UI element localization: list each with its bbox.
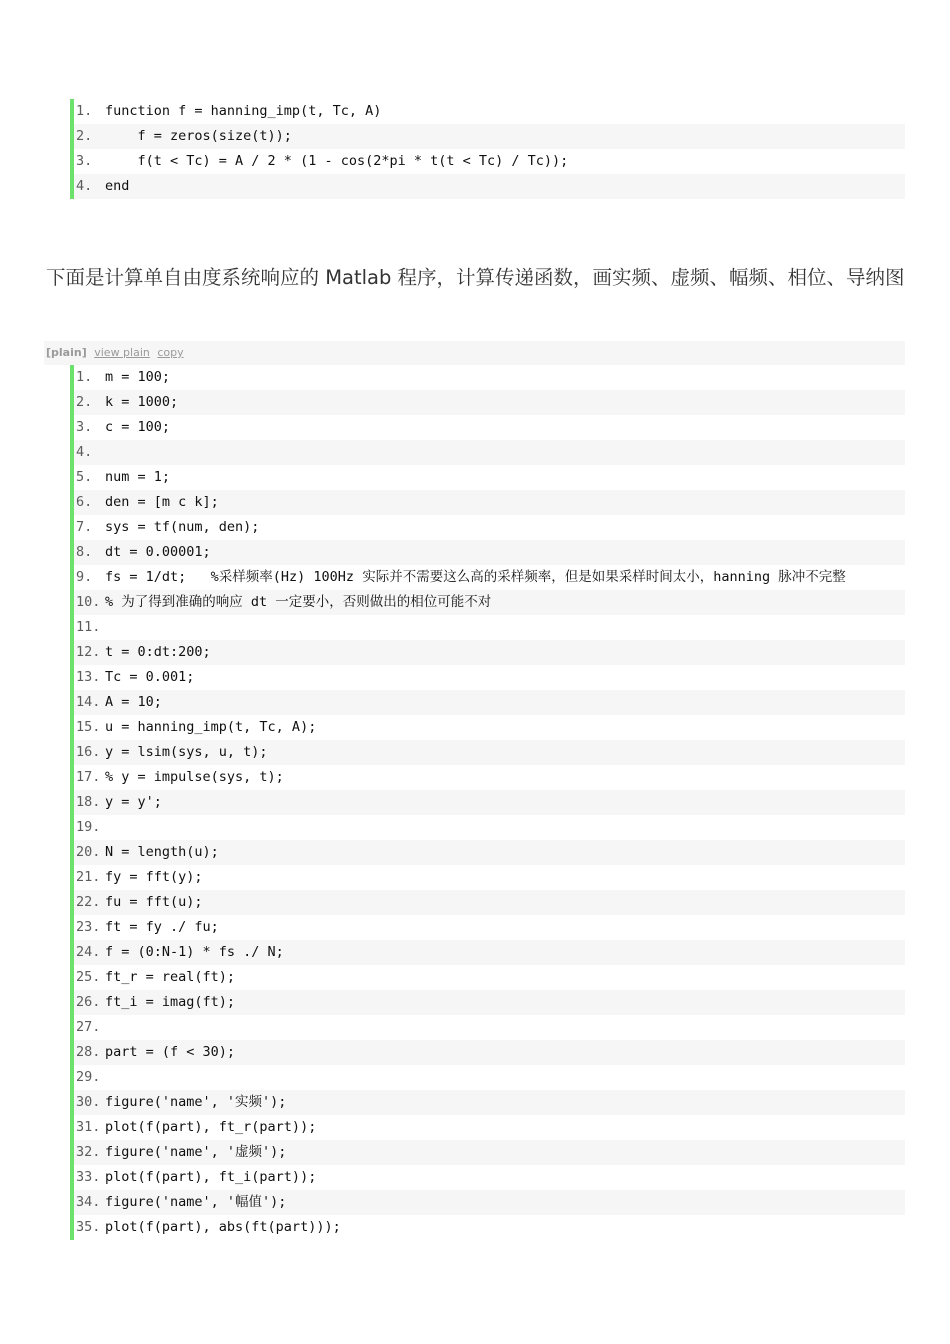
line-code: den = [m c k]; (105, 494, 219, 510)
line-number: 27. (76, 1019, 101, 1035)
code-line (74, 1090, 905, 1115)
line-code: num = 1; (105, 469, 171, 485)
code-line (74, 615, 905, 640)
code-line (74, 490, 905, 515)
line-code: figure('name', '虚频'); (105, 1144, 287, 1160)
matlab-program-code-block (70, 365, 905, 1240)
line-number: 29. (76, 1069, 101, 1085)
line-code: fy = fft(y); (105, 869, 203, 885)
code-line (74, 565, 905, 590)
line-code: f = zeros(size(t)); (105, 128, 292, 144)
line-code: N = length(u); (105, 844, 219, 860)
code-line (74, 1190, 905, 1215)
line-number: 7. (76, 519, 93, 535)
line-code: ft_i = imag(ft); (105, 994, 236, 1010)
code-line (74, 915, 905, 940)
line-number: 24. (76, 944, 101, 960)
code-line (74, 124, 905, 149)
code-line (74, 1115, 905, 1140)
line-code: fs = 1/dt; %采样频率(Hz) 100Hz 实际并不需要这么高的采样频率，但是如果采样时间太小，hanning 脉冲不完整 (105, 569, 846, 585)
line-code: plot(f(part), abs(ft(part))); (105, 1219, 341, 1235)
line-code: % y = impulse(sys, t); (105, 769, 284, 785)
line-code (105, 440, 905, 465)
line-code (105, 1015, 905, 1040)
view-plain-link[interactable]: view plain (94, 346, 150, 359)
code-line (74, 465, 905, 490)
line-number: 4. (76, 444, 93, 460)
line-number: 26. (76, 994, 101, 1010)
code-line (74, 715, 905, 740)
line-code: sys = tf(num, den); (105, 519, 260, 535)
line-number: 1. (76, 103, 93, 119)
line-number: 28. (76, 1044, 101, 1060)
line-number: 17. (76, 769, 101, 785)
line-code: A = 10; (105, 694, 162, 710)
line-code: part = (f < 30); (105, 1044, 236, 1060)
code-line (74, 365, 905, 390)
line-code: u = hanning_imp(t, Tc, A); (105, 719, 317, 735)
line-code: end (105, 178, 130, 194)
line-number: 21. (76, 869, 101, 885)
line-number: 8. (76, 544, 93, 560)
code-line (74, 690, 905, 715)
line-number: 14. (76, 694, 101, 710)
line-number: 30. (76, 1094, 101, 1110)
line-code: y = lsim(sys, u, t); (105, 744, 268, 760)
line-code: figure('name', '幅值'); (105, 1194, 287, 1210)
code-line (74, 890, 905, 915)
line-code: Tc = 0.001; (105, 669, 195, 685)
code-line (74, 515, 905, 540)
code-line (74, 540, 905, 565)
line-number: 33. (76, 1169, 101, 1185)
line-number: 12. (76, 644, 101, 660)
line-number: 2. (76, 128, 93, 144)
line-code: f = (0:N-1) * fs ./ N; (105, 944, 284, 960)
line-code: t = 0:dt:200; (105, 644, 211, 660)
line-number: 2. (76, 394, 93, 410)
line-number: 10. (76, 594, 101, 610)
code-line (74, 765, 905, 790)
code-line (74, 990, 905, 1015)
code-line (74, 740, 905, 765)
code-line (74, 99, 905, 124)
code-line (74, 590, 905, 615)
line-code: c = 100; (105, 419, 171, 435)
line-number: 3. (76, 419, 93, 435)
line-number: 22. (76, 894, 101, 910)
line-number: 25. (76, 969, 101, 985)
code-line (74, 815, 905, 840)
line-number: 19. (76, 819, 101, 835)
line-number: 20. (76, 844, 101, 860)
code-line (74, 790, 905, 815)
line-code: ft_r = real(ft); (105, 969, 236, 985)
code-line (74, 940, 905, 965)
code-line (74, 1015, 905, 1040)
hanning-function-code-block (70, 99, 905, 199)
line-code: fu = fft(u); (105, 894, 203, 910)
code-line (74, 149, 905, 174)
line-number: 18. (76, 794, 101, 810)
code-line (74, 1040, 905, 1065)
code-line (74, 1215, 905, 1240)
code-toolbar (44, 341, 905, 365)
description-paragraph: 下面是计算单自由度系统响应的 Matlab 程序，计算传递函数，画实频、虚频、幅频、相位、导纳图 (46, 266, 905, 289)
line-number: 15. (76, 719, 101, 735)
code-line (74, 640, 905, 665)
line-number: 16. (76, 744, 101, 760)
code-line (74, 390, 905, 415)
line-number: 11. (76, 619, 101, 635)
line-number: 4. (76, 178, 93, 194)
code-line (74, 1140, 905, 1165)
line-code: m = 100; (105, 369, 171, 385)
code-line (74, 665, 905, 690)
line-code: ft = fy ./ fu; (105, 919, 219, 935)
line-code (105, 615, 905, 640)
line-number: 31. (76, 1119, 101, 1135)
line-number: 1. (76, 369, 93, 385)
code-line (74, 174, 905, 199)
line-number: 34. (76, 1194, 101, 1210)
line-number: 9. (76, 569, 93, 585)
line-code: plot(f(part), ft_r(part)); (105, 1119, 317, 1135)
line-number: 13. (76, 669, 101, 685)
line-code: plot(f(part), ft_i(part)); (105, 1169, 317, 1185)
line-code (105, 1065, 905, 1090)
line-number: 6. (76, 494, 93, 510)
line-code: y = y'; (105, 794, 162, 810)
line-number: 32. (76, 1144, 101, 1160)
code-line (74, 440, 905, 465)
line-number: 3. (76, 153, 93, 169)
copy-link[interactable]: copy (157, 346, 184, 359)
line-number: 23. (76, 919, 101, 935)
line-code: f(t < Tc) = A / 2 * (1 - cos(2*pi * t(t < Tc) / Tc)); (105, 153, 569, 169)
code-line (74, 415, 905, 440)
line-code (105, 815, 905, 840)
code-line (74, 840, 905, 865)
line-number: 5. (76, 469, 93, 485)
code-line (74, 1165, 905, 1190)
code-line (74, 1065, 905, 1090)
line-code: dt = 0.00001; (105, 544, 211, 560)
line-code: function f = hanning_imp(t, Tc, A) (105, 103, 382, 119)
line-code: % 为了得到准确的响应 dt 一定要小，否则做出的相位可能不对 (105, 594, 492, 610)
line-code: k = 1000; (105, 394, 179, 410)
code-line (74, 865, 905, 890)
line-number: 35. (76, 1219, 101, 1235)
code-line (74, 965, 905, 990)
line-code: figure('name', '实频'); (105, 1094, 287, 1110)
plain-label: [plain] (46, 346, 87, 359)
